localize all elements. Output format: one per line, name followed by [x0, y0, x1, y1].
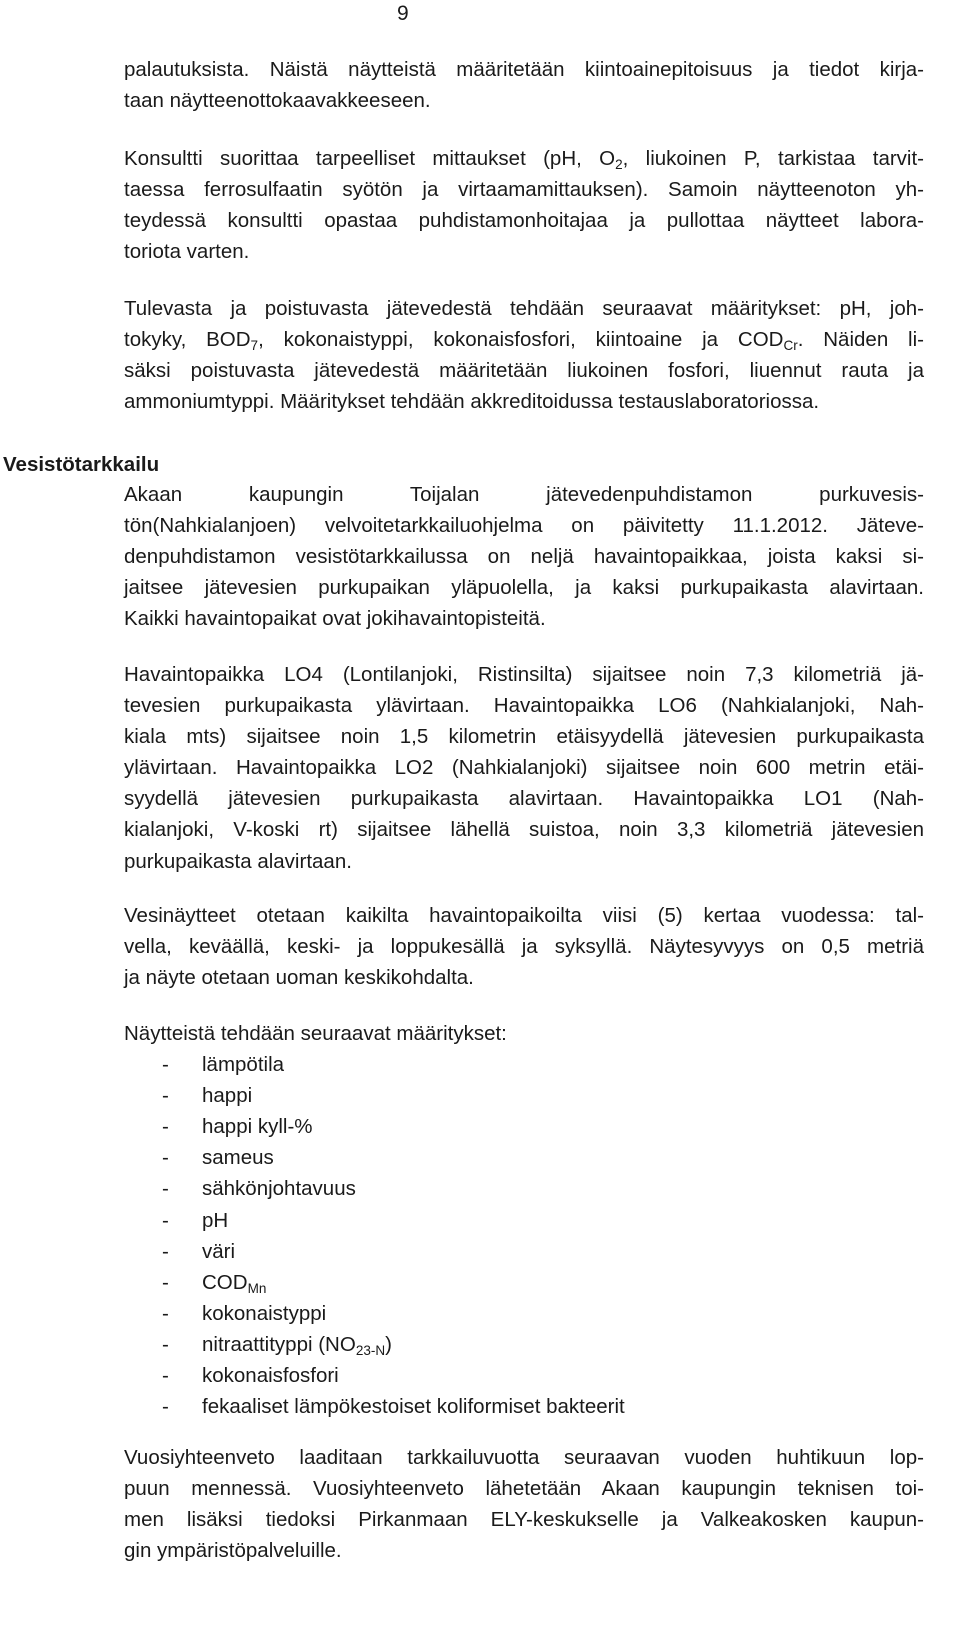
paragraph-sample-handling: [124, 54, 924, 116]
text-line: jaitsee jätevesien purkupaikan yläpuolella, ja kaksi purkupaikasta alavirtaan.: [124, 576, 924, 600]
paragraph-wastewater-analyses: [124, 293, 924, 417]
list-item: - sameus: [162, 1146, 274, 1170]
text-line: kiala mts) sijaitsee noin 1,5 kilometrin etäisyydellä jätevesien purkupaikasta: [124, 725, 924, 749]
list-item: - nitraattityppi $(NO_{23-N})$: [162, 1332, 392, 1358]
text-line: Tulevasta ja poistuvasta jätevedestä tehdään seuraavat määritykset: pH, joh-: [124, 297, 924, 320]
text-line: tön(Nahkialanjoen) velvoitetarkkailuohjelma on päivitetty 11.1.2012. Jäteve-: [124, 514, 924, 538]
text-line: Kaikki havaintopaikat ovat jokihavaintopisteitä.: [124, 607, 546, 631]
text-line: teydessä konsultti opastaa puhdistamonhoitajaa ja pullottaa näytteet labora-: [124, 209, 924, 233]
list-item: - lämpötila: [162, 1053, 285, 1077]
text-line: ylävirtaan. Havaintopaikka LO2 (Nahkialanjoki) sijaitsee noin 600 metrin etäi-: [124, 756, 924, 780]
list-item: - kokonaistyppi: [162, 1301, 327, 1325]
list-intro: Näytteistä tehdään seuraavat määritykset:: [124, 1022, 507, 1045]
paragraph-sampling-schedule: [124, 900, 924, 993]
determinations-list: [124, 1018, 924, 1422]
text-line: Akaan kaupungin Toijalan jätevedenpuhdistamon purkuvesis-: [124, 483, 924, 506]
text-line: tevesien purkupaikasta ylävirtaan. Havaintopaikka LO6 (Nahkialanjoki, Nah-: [124, 694, 924, 718]
text-line: kialanjoki, V-koski rt) sijaitsee lähellä suistoa, noin 3,3 kilometriä jätevesien: [124, 818, 924, 842]
section-heading-vesistotarkkailu: Vesistötarkkailu: [3, 453, 160, 476]
list-item: - happi kyll-%: [162, 1115, 313, 1139]
text-line: ammoniumtyppi. Määritykset tehdään akkreditoidussa testauslaboratoriossa.: [124, 390, 820, 414]
list-item: - fekaaliset lämpökestoiset koliformiset bakteerit: [162, 1395, 625, 1419]
paragraph-consultant-measurements: [124, 143, 924, 267]
list-item: - sähkönjohtavuus: [162, 1177, 356, 1201]
page-number: 9: [397, 2, 409, 25]
text-line: Havaintopaikka LO4 (Lontilanjoki, Ristinsilta) sijaitsee noin 7,3 kilometriä jä-: [124, 663, 924, 686]
list-item: - kokonaisfosfori: [162, 1364, 339, 1388]
text-line: Vesinäytteet otetaan kaikilta havaintopaikoilta viisi (5) kertaa vuodessa: tal-: [124, 904, 924, 927]
paragraph-observation-sites: [124, 659, 924, 877]
text-line: toriota varten.: [124, 240, 250, 264]
list-item: - pH: [162, 1208, 229, 1232]
text-line: purkupaikasta alavirtaan.: [124, 849, 352, 873]
text-line: säksi poistuvasta jätevedestä määritetään liukoinen fosfori, liuennut rauta ja: [124, 359, 924, 383]
text-line: syydellä jätevesien purkupaikasta alavirtaan. Havaintopaikka LO1 (Nah-: [124, 787, 924, 811]
text-line: puun mennessä. Vuosiyhteenveto lähetetään Akaan kaupungin teknisen toi-: [124, 1477, 924, 1501]
text-line: men lisäksi tiedoksi Pirkanmaan ELY-keskukselle ja Valkeakosken kaupun-: [124, 1508, 924, 1532]
list-item: - väri: [162, 1239, 236, 1263]
list-item: - $COD_{Mn}$: [162, 1270, 267, 1296]
text-line: gin ympäristöpalveluille.: [124, 1539, 342, 1563]
text-line: tokyky, $BOD_7$, kokonaistyppi, kokonaisfosfori, kiintoaine ja $COD_{Cr}$. Näiden li-: [124, 328, 924, 353]
text-line: ja näyte otetaan uoman keskikohdalta.: [124, 966, 474, 990]
text-line: denpuhdistamon vesistötarkkailussa on neljä havaintopaikkaa, joista kaksi si-: [124, 545, 924, 569]
paragraph-annual-summary: [124, 1442, 924, 1566]
text-line: palautuksista. Näistä näytteistä määritetään kiintoainepitoisuus ja tiedot kirja-: [124, 58, 924, 81]
text-line: Konsultti suorittaa tarpeelliset mittaukset (pH, $O_2$, liukoinen P, tarkistaa tarvit-: [124, 147, 924, 172]
text-line: taan näytteenottokaavakkeeseen.: [124, 89, 431, 113]
text-line: vella, keväällä, keski- ja loppukesällä ja syksyllä. Näytesyvyys on 0,5 metriä: [124, 935, 924, 959]
text-line: taessa ferrosulfaatin syötön ja virtaamamittauksen). Samoin näytteenoton yh-: [124, 178, 924, 202]
list-item: - happi: [162, 1084, 253, 1108]
paragraph-monitoring-program: [124, 479, 924, 634]
text-line: Vuosiyhteenveto laaditaan tarkkailuvuotta seuraavan vuoden huhtikuun lop-: [124, 1446, 924, 1469]
